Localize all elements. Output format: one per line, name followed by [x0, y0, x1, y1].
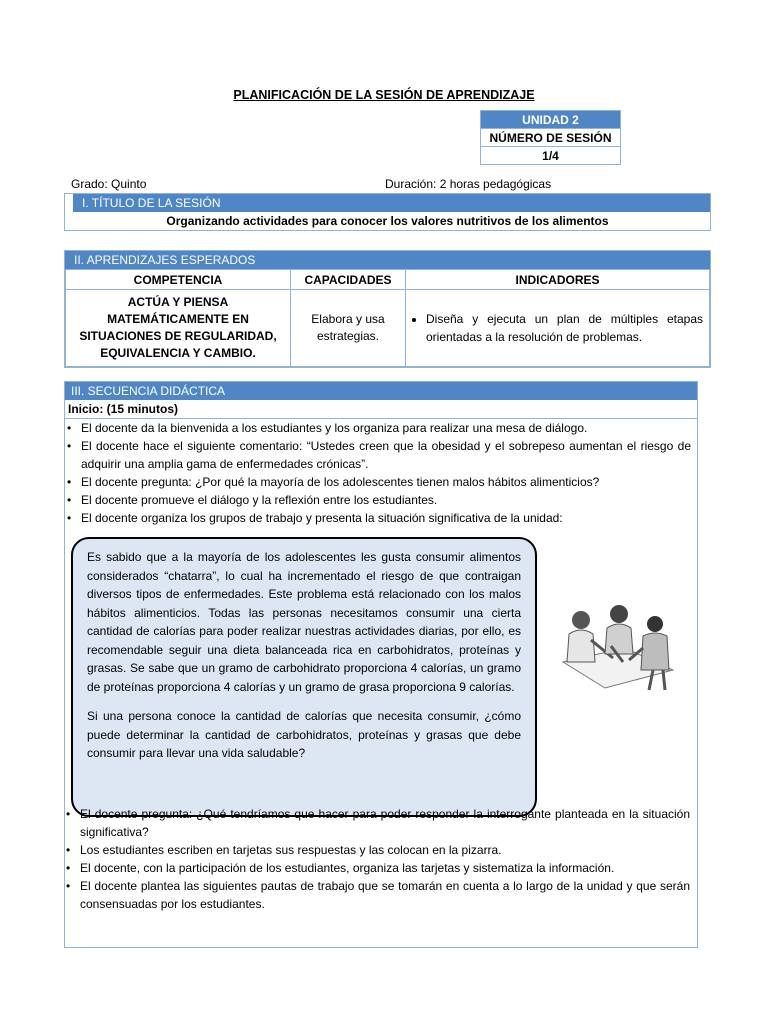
bullet-icon: • — [66, 807, 71, 821]
section1-heading: I. TÍTULO DE LA SESIÓN — [73, 194, 710, 212]
column-header-indicadores: INDICADORES — [406, 270, 710, 290]
competencia-line: EQUIVALENCIA Y CAMBIO. — [100, 346, 256, 360]
situation-box — [71, 537, 537, 817]
learning-table — [65, 269, 710, 367]
children-working-illustration — [555, 600, 677, 695]
section-session-title — [64, 193, 711, 231]
bullet-icon: • — [66, 879, 71, 893]
list-item: • El docente da la bienvenida a los estudiantes y los organiza para realizar una mesa de diálogo. — [67, 421, 588, 435]
list-item: • El docente promueve el diálogo y la reflexión entre los estudiantes. — [67, 493, 438, 507]
inicio-label: Inicio: (15 minutos) — [65, 400, 697, 419]
capacidad-line: Elabora y usa — [311, 312, 385, 326]
unit-label: UNIDAD 2 — [481, 111, 621, 129]
unit-session-box — [480, 110, 621, 165]
capacidades-cell — [291, 290, 406, 367]
competencia-line: ACTÚA Y PIENSA — [127, 295, 229, 309]
indicadores-cell — [406, 290, 710, 367]
competencia-line: MATEMÁTICAMENTE EN — [107, 312, 249, 326]
page-title: PLANIFICACIÓN DE LA SESIÓN DE APRENDIZAJE — [233, 88, 535, 102]
bullet-icon: • — [67, 439, 72, 453]
indicador-item: • Diseña y ejecuta un plan de múltiples etapas orientadas a la resolución de problemas. — [426, 310, 703, 346]
competencia-line: SITUACIONES DE REGULARIDAD, — [79, 329, 277, 343]
session-number-label: NÚMERO DE SESIÓN — [481, 129, 621, 147]
bottom-bullet-list-container — [64, 805, 696, 913]
column-header-competencia: COMPETENCIA — [66, 270, 291, 290]
list-item: • El docente organiza los grupos de trabajo y presenta la situación significativa de la unidad: — [67, 511, 563, 525]
bullet-icon: • — [67, 475, 72, 489]
list-item: • El docente, con la participación de los estudiantes, organiza las tarjetas y sistematiza la información. — [66, 861, 615, 875]
list-item: • El docente pregunta: ¿Qué tendríamos que hacer para poder responder la interrogante planteada en la situación significativa? — [66, 807, 690, 839]
situation-paragraph: Es sabido que a la mayoría de los adolescentes les gusta consumir alimentos considerados “chatarra”, lo cual ha incrementado el riesgo de que contraigan diversos tipos de enfermedades. Este problema está relacionado con los malos hábitos alimenticios. Todas las personas necesitamos consumir una cierta cantidad de calorías para poder realizar nuestras actividades diarias, por ello, es recomendable seguir una dieta balanceada rica en carbohidratos, proteínas y grasas. Se sabe que un gramo de carbohidrato proporciona 4 calorías, un gramo de proteínas proporciona 4 calorías y un gramo de grasa proporciona 9 calorías. — [87, 550, 521, 694]
section-expected-learning — [64, 250, 711, 368]
session-number-value: 1/4 — [481, 147, 621, 165]
bottom-bullet-list — [64, 805, 696, 913]
bullet-icon: • — [66, 861, 71, 875]
duration-text: Duración: 2 horas pedagógicas — [385, 177, 552, 191]
section2-heading: II. APRENDIZAJES ESPERADOS — [65, 251, 710, 269]
list-item: • El docente pregunta: ¿Por qué la mayoría de los adolescentes tienen malos hábitos alimenticios? — [67, 475, 600, 489]
list-item: • Los estudiantes escriben en tarjetas sus respuestas y las colocan en la pizarra. — [66, 843, 502, 857]
situation-question: Si una persona conoce la cantidad de calorías que necesita consumir, ¿cómo puede determinar la cantidad de carbohidratos, proteínas y grasas que debe consumir para llevar una vida saludable? — [87, 709, 521, 760]
column-header-capacidades: CAPACIDADES — [291, 270, 406, 290]
section3-heading: III. SECUENCIA DIDÁCTICA — [65, 382, 697, 400]
bullet-icon: • — [67, 493, 72, 507]
competencia-cell — [66, 290, 291, 367]
capacidad-line: estrategias. — [316, 329, 380, 343]
bullet-icon: • — [67, 511, 72, 525]
bullet-icon: • — [67, 421, 72, 435]
session-title-text: Organizando actividades para conocer los valores nutritivos de los alimentos — [166, 214, 609, 228]
list-item: • El docente hace el siguiente comentario: “Ustedes creen que la obesidad y el sobrepeso aumentan el riesgo de adquirir una amplia gama de enfermedades crónicas”. — [67, 439, 691, 471]
bullet-icon: • — [66, 843, 71, 857]
top-bullet-list — [65, 419, 697, 527]
list-item: • El docente plantea las siguientes pautas de trabajo que se tomarán en cuenta a lo largo de la unidad y que serán consensuadas por los estudiantes. — [66, 879, 690, 911]
grade-text: Grado: Quinto — [71, 177, 147, 191]
